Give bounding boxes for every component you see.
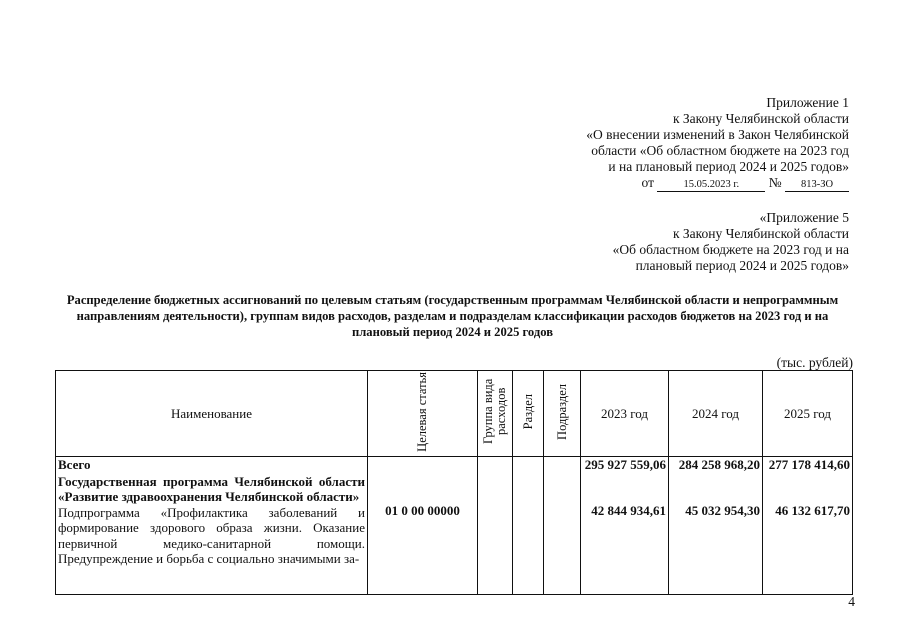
header-section <box>513 371 544 457</box>
appendix-1-line: «О внесении изменений в Закон Челябинской <box>586 127 849 142</box>
appendix-5-line: плановый период 2024 и 2025 годов» <box>635 258 849 273</box>
subprogram-name: Подпрограмма «Профилактика заболеваний и формирование здорового образа жизни. Оказание первичной медико-санитарной помощи. Предупреждение и борьба с социально значимыми за- <box>58 504 365 566</box>
budget-table <box>55 370 853 595</box>
document-title: Распределение бюджетных ассигнований по целевым статьям (государственным программам Челябинской области и непрограммным направлениям деятельности), группам видов расходов, разделам и подразделам классификации расходов бюджетов на 2023 год и на плановый период 2024 и 2025 годов <box>66 293 839 339</box>
program-2023: 42 844 934,61 <box>591 502 666 518</box>
appendix-5-line: «Приложение 5 <box>759 210 849 225</box>
section-cell <box>513 457 544 595</box>
law-number: 813-ЗО <box>785 178 849 192</box>
page-number: 4 <box>848 594 855 609</box>
appendix-5-header <box>613 210 849 274</box>
expense-group-cell <box>478 457 513 595</box>
law-date: 15.05.2023 г. <box>657 178 765 192</box>
table-row <box>56 457 853 595</box>
subsection-cell <box>544 457 581 595</box>
row-name-cell <box>56 457 368 595</box>
appendix-1-line: области «Об областном бюджете на 2023 год <box>591 143 849 158</box>
program-name: Государственная программа Челябинской области «Развитие здравоохранения Челябинской области» <box>58 473 365 504</box>
total-label: Всего <box>58 457 91 472</box>
header-2025: 2025 год <box>763 371 853 457</box>
amount-2024-cell <box>669 457 763 595</box>
header-name: Наименование <box>56 371 368 457</box>
header-subsection <box>544 371 581 457</box>
header-target-article-label: Целевая статья <box>415 371 429 452</box>
appendix-5-line: «Об областном бюджете на 2023 год и на <box>612 242 849 257</box>
number-prefix: № <box>768 175 782 190</box>
header-section-label: Раздел <box>520 393 535 430</box>
amount-2025-cell <box>763 457 853 595</box>
program-2025: 46 132 617,70 <box>775 502 850 518</box>
program-code: 01 0 00 00000 <box>385 503 460 518</box>
header-subsection-label: Подраздел <box>554 383 569 440</box>
appendix-1-line: и на плановый период 2024 и 2025 годов» <box>608 159 849 174</box>
table-header-row <box>56 371 853 457</box>
total-2023: 295 927 559,06 <box>584 457 666 472</box>
header-expense-group-label: Группа вида расходов <box>481 378 508 445</box>
header-expense-group <box>478 371 513 457</box>
amount-2023-cell <box>581 457 669 595</box>
header-target-article <box>368 371 478 457</box>
program-2024: 45 032 954,30 <box>685 502 760 518</box>
date-prefix: от <box>641 175 654 190</box>
appendix-1-header <box>586 95 849 192</box>
units-label: (тыс. рублей) <box>776 355 853 370</box>
total-2025: 277 178 414,60 <box>768 457 850 472</box>
appendix-1-line: к Закону Челябинской области <box>672 111 849 126</box>
header-2023: 2023 год <box>581 371 669 457</box>
header-2024: 2024 год <box>669 371 763 457</box>
law-date-number-line <box>586 175 849 192</box>
total-2024: 284 258 968,20 <box>678 457 760 472</box>
appendix-5-line: к Закону Челябинской области <box>672 226 849 241</box>
target-article-cell <box>368 457 478 595</box>
appendix-1-line: Приложение 1 <box>766 95 849 110</box>
